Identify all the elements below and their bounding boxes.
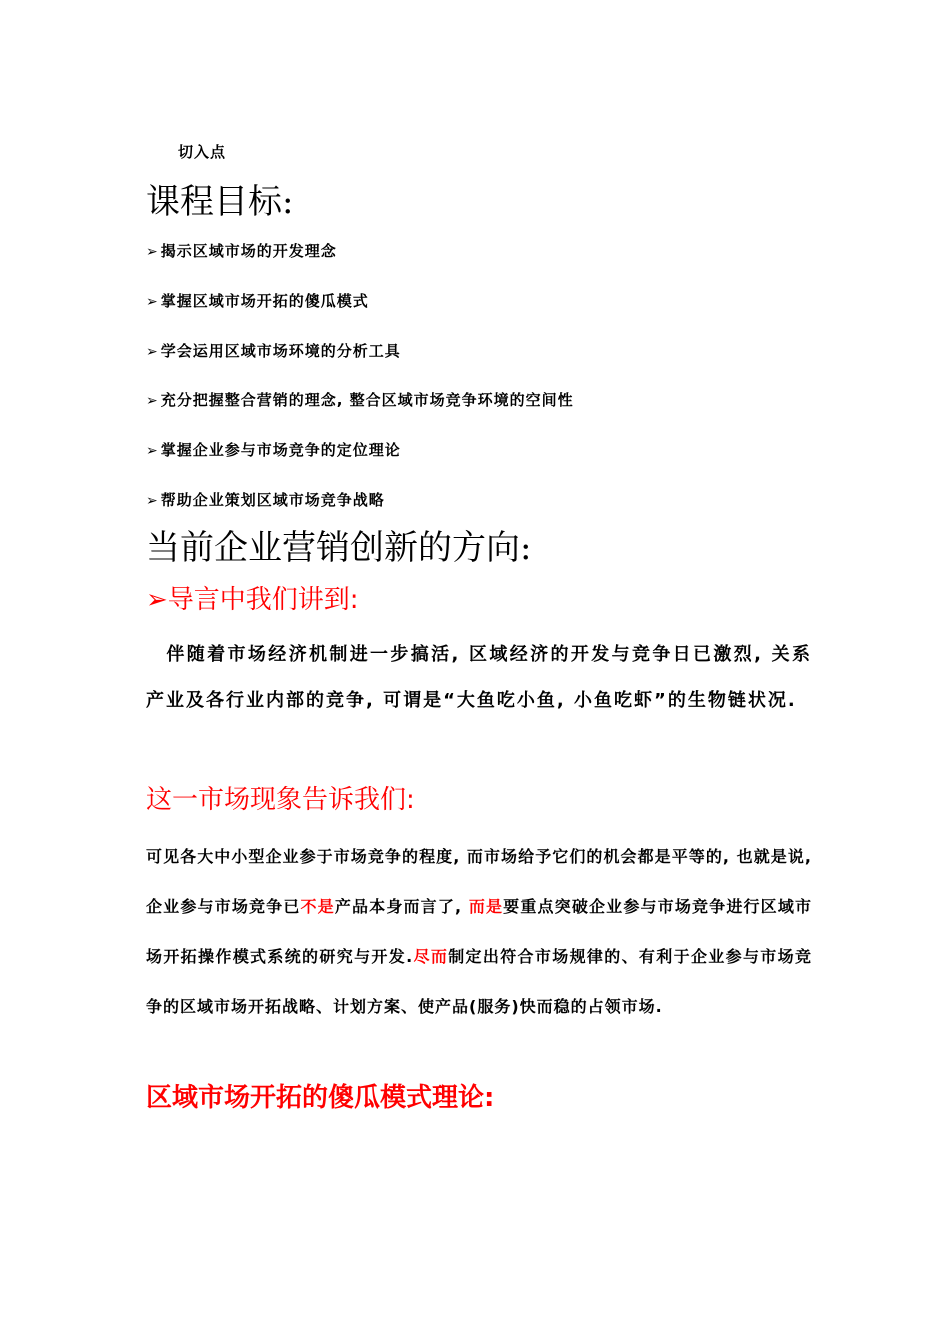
goals-heading: 课程目标: bbox=[146, 182, 294, 222]
goal-item bbox=[146, 340, 401, 363]
goal-item bbox=[146, 439, 401, 462]
paragraph-analysis bbox=[146, 832, 812, 1032]
theory-heading: 区域市场开拓的傻瓜模式理论: bbox=[146, 1083, 495, 1113]
phenomenon-heading: 这一市场现象告诉我们: bbox=[146, 785, 415, 815]
goal-text: 揭示区域市场的开发理念 bbox=[160, 242, 337, 260]
paragraph-intro bbox=[146, 632, 812, 724]
highlight-text: 不是 bbox=[300, 897, 335, 916]
direction-heading: 当前企业营销创新的方向: bbox=[146, 528, 532, 568]
intro-subheading bbox=[146, 584, 359, 616]
goal-text: 帮助企业策划区域市场竞争战略 bbox=[160, 491, 385, 509]
goal-text: 掌握企业参与市场竞争的定位理论 bbox=[160, 441, 401, 459]
intro-label: 切入点 bbox=[178, 143, 227, 161]
goal-text: 学会运用区域市场环境的分析工具 bbox=[160, 342, 401, 360]
highlight-text: 尽而 bbox=[413, 947, 449, 966]
goal-text: 掌握区域市场开拓的傻瓜模式 bbox=[160, 292, 369, 310]
goal-item bbox=[146, 240, 337, 263]
goal-item bbox=[146, 290, 369, 313]
arrow-bullet-icon: ➢ bbox=[146, 493, 159, 509]
arrow-bullet-icon: ➢ bbox=[146, 344, 159, 360]
goal-item bbox=[146, 489, 385, 512]
paragraph-text: 可见各大中小型企业参于市场竞争的程度, 而市场给予它们的机会都是平等的, 也就是说, 企业参与市场竞争已 bbox=[146, 847, 812, 916]
goal-text: 充分把握整合营销的理念, 整合区域市场竞争环境的空间性 bbox=[160, 391, 574, 409]
goal-item bbox=[146, 389, 574, 412]
arrow-bullet-icon: ➢ bbox=[146, 393, 159, 409]
paragraph-text: 要重点突破企业参与市场竞争进行区域市场开拓操作模式系统的研究与开发. bbox=[146, 897, 812, 966]
paragraph-text: 产品本身而言了, bbox=[334, 897, 469, 916]
paragraph-intro-text: 伴随着市场经济机制进一步搞活, 区域经济的开发与竞争日已激烈, 关系产业及各行业内部的竞争, 可谓是“大鱼吃小鱼, 小鱼吃虾”的生物链状况. bbox=[146, 644, 812, 711]
highlight-text: 而是 bbox=[468, 897, 504, 916]
arrow-bullet-icon: ➢ bbox=[146, 443, 159, 459]
arrow-bullet-icon: ➢ bbox=[146, 244, 159, 260]
arrow-bullet-icon: ➢ bbox=[146, 294, 159, 310]
paragraph-text: 制定出符合市场规律的、有利于企业参与市场竞争的区域市场开拓战略、计划方案、使产品(服务)快而稳的占领市场. bbox=[146, 947, 812, 1016]
intro-subheading-text: 导言中我们讲到: bbox=[167, 585, 359, 615]
arrow-bullet-icon: ➢ bbox=[146, 585, 168, 615]
